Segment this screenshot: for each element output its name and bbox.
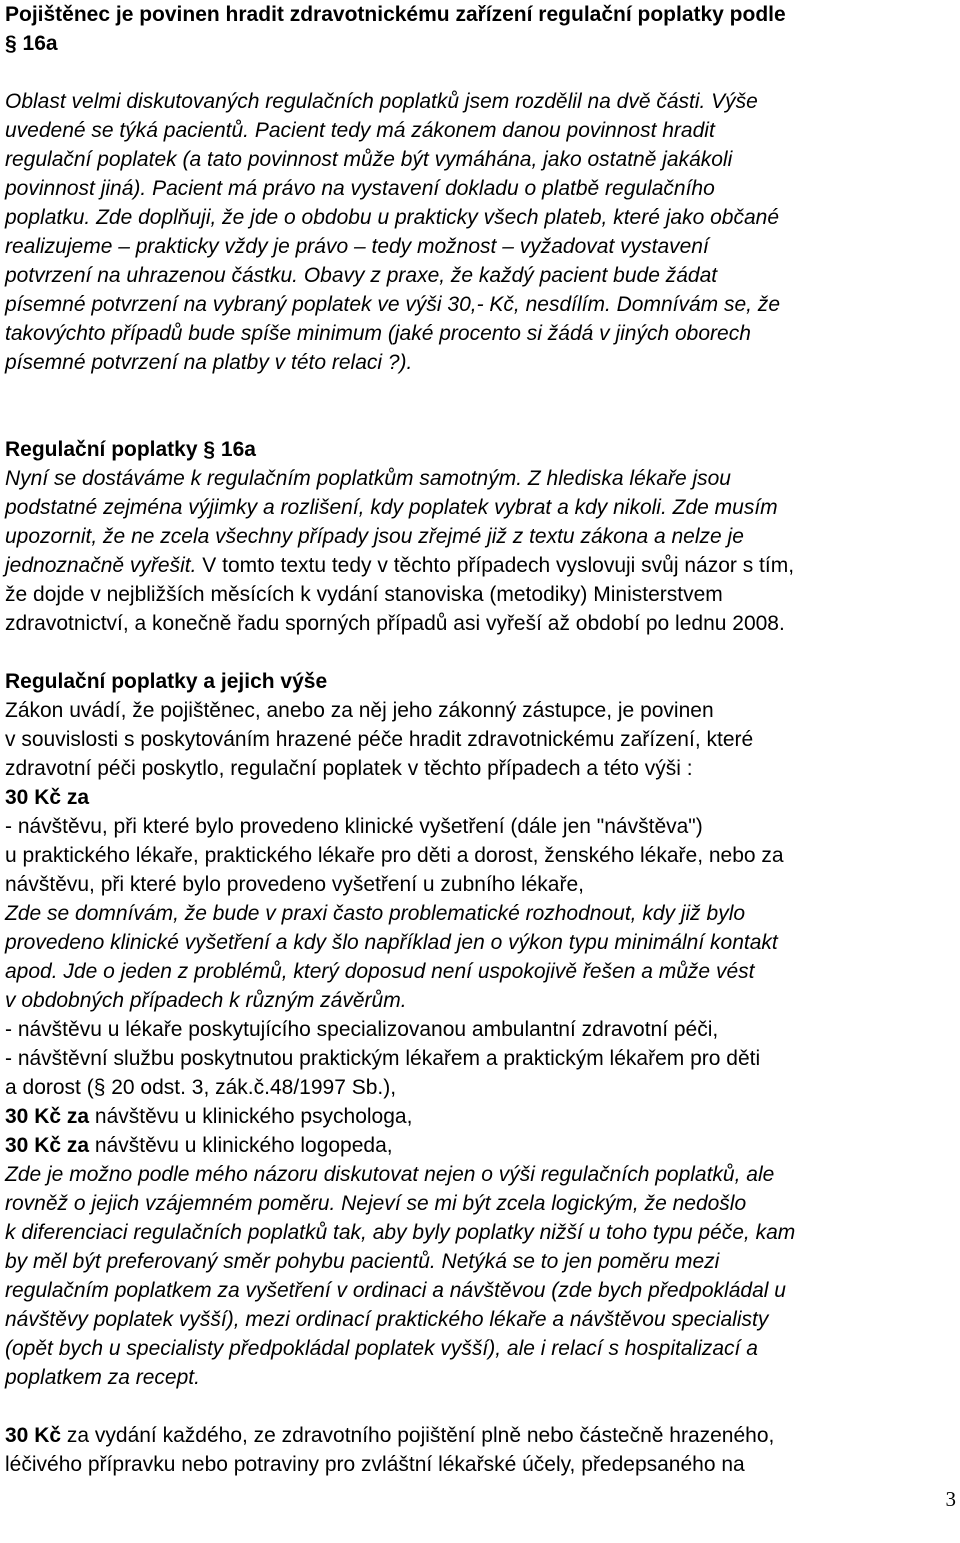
fee-speech-therapist-line xyxy=(5,1131,958,1160)
fee-amount: 30 Kč za xyxy=(5,1134,90,1157)
text-line: povinnost jiná). Pacient má právo na vystavení dokladu o platbě regulačního xyxy=(5,177,715,200)
document-page xyxy=(5,0,958,1479)
comment-line: rovněž o jejich vzájemném poměru. Nejeví se mi být zcela logickým, že nedošlo xyxy=(5,1192,747,1215)
text-line: potvrzení na uhrazenou částku. Obavy z praxe, že každý pacient bude žádat xyxy=(5,264,718,287)
text-line: takovýchto případů bude spíše minimum (jaké procento si žádá v jiných oborech xyxy=(5,322,751,345)
text-line xyxy=(5,551,958,580)
comment-line: by měl být preferovaný směr pohybu pacientů. Netýká se to jen poměru mezi xyxy=(5,1250,720,1273)
comment-line: Zde se domnívám, že bude v praxi často problematické rozhodnout, kdy již bylo xyxy=(5,902,746,925)
text-run: návštěvu u klinického logopeda, xyxy=(89,1134,393,1157)
text-line xyxy=(5,1421,958,1450)
heading-line: Pojištěnec je povinen hradit zdravotnickému zařízení regulační poplatky podle xyxy=(5,3,786,26)
section-heading: Regulační poplatky § 16a xyxy=(5,438,256,461)
comment-line: návštěvy poplatek vyšší), mezi ordinací praktického lékaře a návštěvou specialisty xyxy=(5,1308,769,1331)
fee-amount: 30 Kč xyxy=(5,1424,62,1447)
comment-line: regulačním poplatkem za vyšetření v ordinaci a návštěvou (zde bych předpokládal u xyxy=(5,1279,786,1302)
text-run: V tomto textu tedy v těchto případech vyslovuji svůj názor s tím, xyxy=(196,554,795,577)
text-line: regulační poplatek (a tato povinnost může být vymáhána, jako ostatně jakákoli xyxy=(5,148,733,171)
text-line: v souvislosti s poskytováním hrazené péče hradit zdravotnickému zařízení, které xyxy=(5,728,754,751)
text-line: že dojde v nejbližších měsících k vydání stanoviska (metodiky) Ministerstvem xyxy=(5,583,723,606)
fee-amount-label: 30 Kč za xyxy=(5,786,90,809)
fee-psychologist-line xyxy=(5,1102,958,1131)
text-line: léčivého přípravku nebo potraviny pro zvláštní lékařské účely, předepsaného na xyxy=(5,1453,745,1476)
text-run: jednoznačně vyřešit. xyxy=(5,554,197,577)
comment-line: provedeno klinické vyšetření a kdy šlo například jen o výkon typu minimální kontakt xyxy=(5,931,778,954)
comment-line: k diferenciaci regulačních poplatků tak, aby byly poplatky nižší u toho typu péče, kam xyxy=(5,1221,796,1244)
text-line: - návštěvu, při které bylo provedeno klinické vyšetření (dále jen "návštěva") xyxy=(5,815,703,838)
page-number: 3 xyxy=(945,1487,956,1511)
text-line: uvedené se týká pacientů. Pacient tedy má zákonem danou povinnost hradit xyxy=(5,119,715,142)
text-line: zdravotnictví, a konečně řadu sporných případů asi vyřeší až období po lednu 2008. xyxy=(5,612,785,635)
comment-line: Zde je možno podle mého názoru diskutovat nejen o výši regulačních poplatků, ale xyxy=(5,1163,775,1186)
intro-paragraph xyxy=(5,87,958,377)
section-heading: Regulační poplatky a jejich výše xyxy=(5,670,328,693)
heading-line: § 16a xyxy=(5,32,58,55)
text-line: podstatné zejména výjimky a rozlišení, kdy poplatek vybrat a kdy nikoli. Zde musím xyxy=(5,496,778,519)
text-line: - návštěvu u lékaře poskytujícího specializovanou ambulantní zdravotní péči, xyxy=(5,1018,719,1041)
comment-line: apod. Jde o jeden z problémů, který doposud není uspokojivě řešen a může vést xyxy=(5,960,755,983)
text-run: za vydání každého, ze zdravotního pojištění plně nebo částečně hrazeného, xyxy=(61,1424,775,1447)
text-line: zdravotní péči poskytlo, regulační poplatek v těchto případech a této výši : xyxy=(5,757,693,780)
text-run: návštěvu u klinického psychologa, xyxy=(89,1105,413,1128)
text-line: Nyní se dostáváme k regulačním poplatkům samotným. Z hlediska lékaře jsou xyxy=(5,467,731,490)
text-line: písemné potvrzení na vybraný poplatek ve výši 30,- Kč, nesdílím. Domnívám se, že xyxy=(5,293,781,316)
text-line: a dorost (§ 20 odst. 3, zák.č.48/1997 Sb.), xyxy=(5,1076,397,1099)
text-line: realizujeme – prakticky vždy je právo – tedy možnost – vyžadovat vystavení xyxy=(5,235,709,258)
section-regulatory-fees xyxy=(5,435,958,638)
comment-line: v obdobných případech k různým závěrům. xyxy=(5,989,407,1012)
text-line: návštěvu, při které bylo provedeno vyšetření u zubního lékaře, xyxy=(5,873,584,896)
fee-prescription-paragraph xyxy=(5,1421,958,1479)
text-line: písemné potvrzení na platby v této relaci ?). xyxy=(5,351,413,374)
text-line: - návštěvní službu poskytnutou praktickým lékařem a praktickým lékařem pro děti xyxy=(5,1047,761,1070)
text-line: Oblast velmi diskutovaných regulačních poplatků jsem rozdělil na dvě části. Výše xyxy=(5,90,758,113)
comment-line: poplatkem za recept. xyxy=(5,1366,200,1389)
text-line: Zákon uvádí, že pojištěnec, anebo za něj jeho zákonný zástupce, je povinen xyxy=(5,699,714,722)
text-line: u praktického lékaře, praktického lékaře pro děti a dorost, ženského lékaře, nebo za xyxy=(5,844,784,867)
text-line: poplatku. Zde doplňuji, že jde o obdobu u prakticky všech plateb, které jako občané xyxy=(5,206,779,229)
section-fee-amounts xyxy=(5,667,958,1392)
comment-line: (opět bych u specialisty předpokládal poplatek vyšší), ale i relací s hospitalizací a xyxy=(5,1337,758,1360)
text-line: upozornit, že ne zcela všechny případy jsou zřejmé již z textu zákona a nelze je xyxy=(5,525,744,548)
fee-amount: 30 Kč za xyxy=(5,1105,90,1128)
section-heading-patient-obligation xyxy=(5,0,958,58)
